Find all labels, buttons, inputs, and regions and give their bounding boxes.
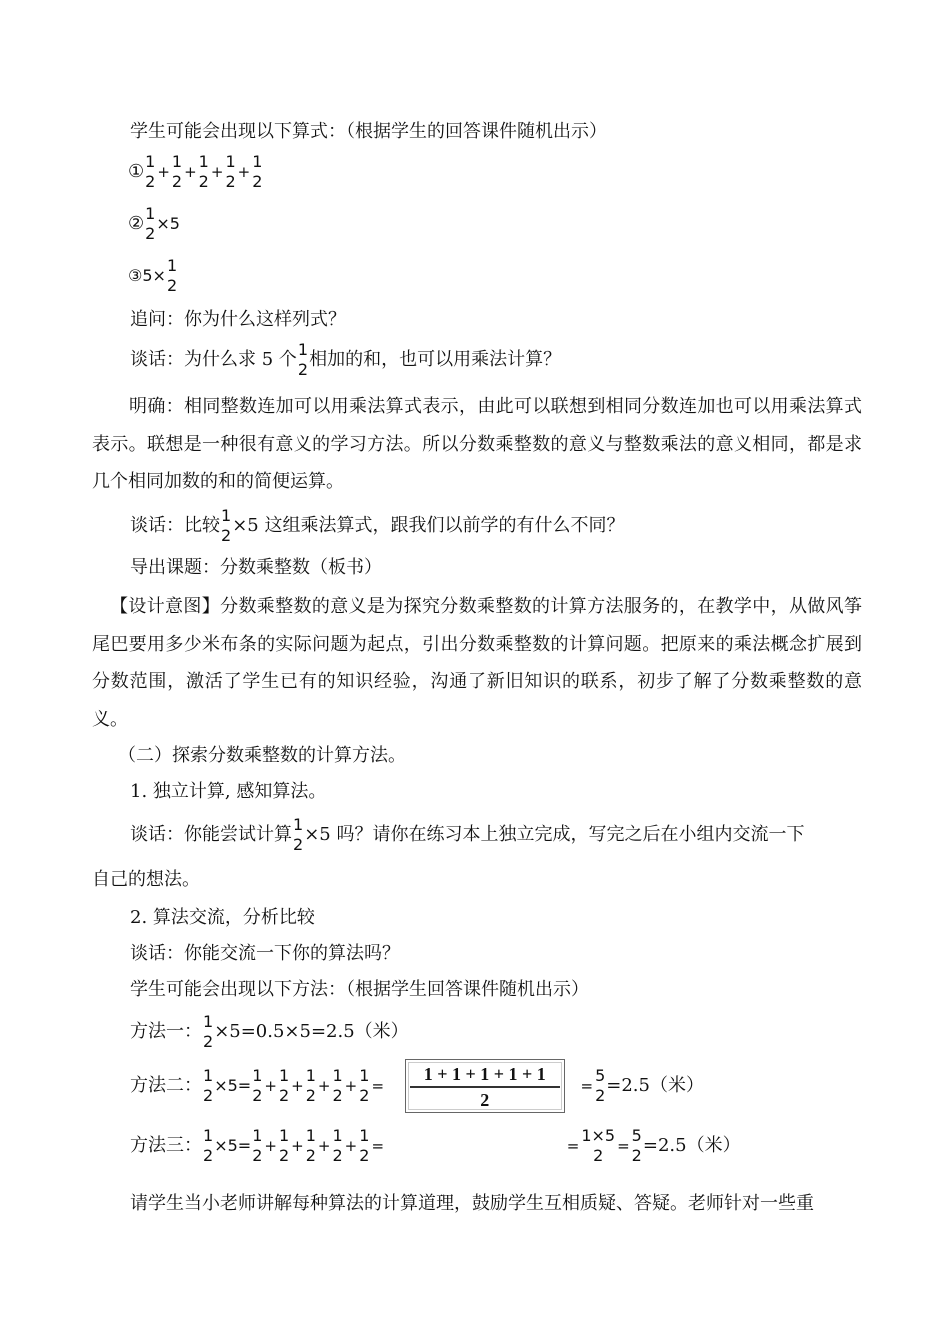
- fraction: 1 2: [278, 1066, 290, 1105]
- times-five: ×5: [156, 214, 180, 233]
- plus-sign: +: [317, 1137, 331, 1155]
- fraction: 1 2: [145, 152, 156, 191]
- method-2-label: 方法二：: [130, 1075, 202, 1096]
- plus-sign: +: [344, 1137, 358, 1155]
- times-five-eq: ×5=: [214, 1076, 252, 1095]
- intro-line: 学生可能会出现以下算式：（根据学生的回答课件随机出示）: [130, 121, 607, 142]
- talk-3-start: 谈话：你能尝试计算: [130, 824, 292, 845]
- ask-line: 追问：你为什么这样列式？: [130, 309, 346, 330]
- plus-sign: +: [157, 163, 170, 181]
- method-1-result: ×5=0.5×5=2.5（米）: [214, 1021, 409, 1042]
- plus-sign: +: [184, 163, 197, 181]
- step-1: 1. 独立计算, 感知算法。: [130, 781, 327, 802]
- method-3-label: 方法三：: [130, 1135, 202, 1156]
- formula-1: [128, 152, 263, 192]
- item-3-prefix: ③5×: [128, 266, 166, 285]
- talk-2-end: ×5 这组乘法算式，跟我们以前学的有什么不同？: [232, 515, 625, 536]
- clarify-paragraph: 明确：相同整数连加可以用乘法算式表示，由此可以联想到相同分数连加也可以用乘法算式表示。联想是一种很有意义的学习方法。所以分数乘整数的意义与整数乘法的意义相同，都是求几个相同加数的和的简便运算。: [92, 396, 862, 492]
- fraction: 1 2: [305, 1126, 316, 1165]
- fraction: 1 2: [221, 506, 232, 545]
- sum-denominator: 2: [480, 1090, 490, 1110]
- formula-2: [128, 204, 180, 244]
- plus-sign: +: [291, 1137, 304, 1155]
- method-3: [130, 1126, 741, 1166]
- talk-line-4: 谈话：你能交流一下你的算法吗？: [130, 943, 400, 964]
- topic-line: 导出课题：分数乘整数（板书）: [130, 557, 382, 578]
- fraction: 1 2: [203, 1066, 214, 1105]
- fraction: 1 2: [252, 1126, 263, 1165]
- talk-line-3-cont: 自己的想法。: [92, 869, 200, 890]
- fraction: 1 2: [278, 1126, 290, 1165]
- talk-1-start: 谈话：为什么求 5 个: [130, 349, 297, 370]
- fraction: 1 2: [297, 340, 309, 379]
- plus-sign: +: [264, 1077, 277, 1095]
- method-2: [130, 1059, 704, 1113]
- equals-sign: =: [566, 1137, 580, 1155]
- plus-sign: +: [291, 1077, 304, 1095]
- fraction: 1 2: [305, 1066, 316, 1105]
- fraction: 1 2: [225, 152, 236, 191]
- talk-2-start: 谈话：比较: [130, 515, 220, 536]
- equals-sign: =: [617, 1137, 630, 1155]
- fraction: 1 2: [203, 1012, 214, 1051]
- fraction: 1 2: [293, 815, 304, 854]
- talk-line-3: [130, 815, 804, 855]
- step-2: 2. 算法交流，分析比较: [130, 907, 315, 928]
- fraction: 1 2: [252, 1066, 263, 1105]
- talk-line-1: [130, 340, 561, 380]
- fraction: 1 2: [198, 152, 209, 191]
- section-heading: （二）探索分数乘整数的计算方法。: [118, 745, 406, 766]
- fraction: 1 2: [203, 1126, 214, 1165]
- fraction: 1 2: [332, 1126, 343, 1165]
- times-five-eq: ×5=: [214, 1136, 252, 1155]
- fraction: 1 2: [359, 1066, 370, 1105]
- sum-numerator: 1 + 1 + 1 + 1 + 1: [410, 1062, 560, 1088]
- item-1-marker: ①: [128, 161, 145, 182]
- talk-1-end: 相加的和，也可以用乘法计算？: [309, 349, 562, 370]
- design-paragraph: 【设计意图】分数乘整数的意义是为探究分数乘整数的计算方法服务的，在教学中，从做风筝尾巴要用多少米布条的实际问题为起点，引出分数乘整数的计算问题。把原来的乘法概念扩展到分数范围，激活了学生已有的知识经验，沟通了新旧知识的联系，初步了解了分数乘整数的意义。: [92, 596, 862, 730]
- method-3-result: =2.5（米）: [642, 1135, 741, 1156]
- methods-intro: 学生可能会出现以下方法：（根据学生回答课件随机出示）: [130, 979, 589, 1000]
- talk-line-2: [130, 506, 624, 546]
- equals-sign: =: [371, 1077, 385, 1095]
- fraction: 1 2: [332, 1066, 343, 1105]
- plus-sign: +: [237, 163, 251, 181]
- plus-sign: +: [210, 163, 224, 181]
- formula-3: [128, 256, 178, 296]
- equals-sign: =: [580, 1077, 594, 1095]
- sum-fraction-image: [405, 1059, 565, 1113]
- fraction: 1 2: [145, 204, 156, 243]
- result-fraction-2: 5 2: [631, 1126, 642, 1165]
- fraction: 1 2: [252, 152, 263, 191]
- plus-sign: +: [264, 1137, 277, 1155]
- method-2-result: =2.5（米）: [606, 1075, 704, 1096]
- talk-3-end: ×5 吗？请你在练习本上独立完成，写完之后在小组内交流一下: [304, 824, 805, 845]
- method-1: [130, 1012, 409, 1052]
- equals-sign: =: [371, 1137, 385, 1155]
- final-line: 请学生当小老师讲解每种算法的计算道理，鼓励学生互相质疑、答疑。老师针对一些重: [130, 1193, 814, 1214]
- fraction: 1 2: [166, 256, 178, 295]
- plus-sign: +: [344, 1077, 358, 1095]
- plus-sign: +: [317, 1077, 331, 1095]
- result-fraction: 5 2: [595, 1066, 606, 1105]
- fraction: 1 2: [171, 152, 183, 191]
- method-1-label: 方法一：: [130, 1021, 202, 1042]
- item-2-marker: ②: [128, 213, 145, 234]
- fraction: 1 2: [359, 1126, 370, 1165]
- result-fraction-1: 1×5 2: [581, 1126, 616, 1165]
